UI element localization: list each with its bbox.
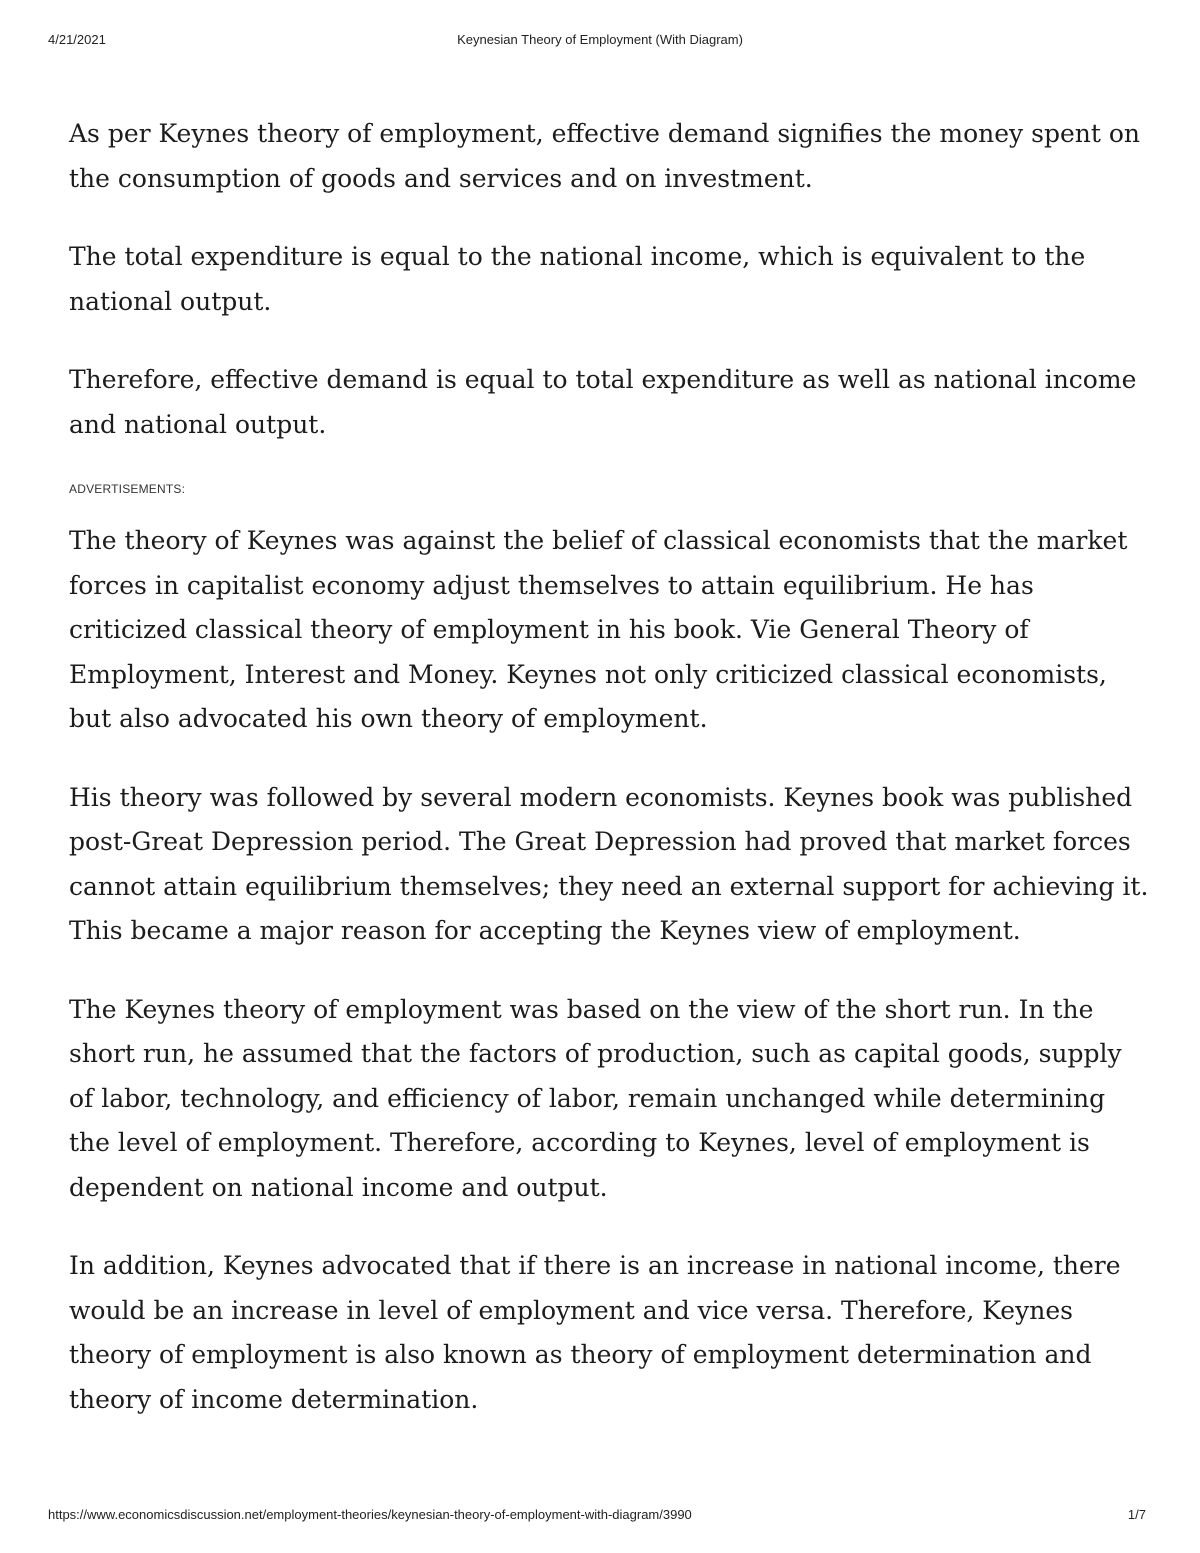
- paragraph: Therefore, effective demand is equal to total expenditure as well as national income and national output.: [69, 365, 1137, 439]
- print-footer: [0, 1507, 1200, 1527]
- paragraph: The total expenditure is equal to the national income, which is equivalent to the national output.: [69, 242, 1086, 316]
- source-url[interactable]: https://www.economicsdiscussion.net/employment-theories/keynesian-theory-of-employment-with-diagram/3990: [48, 1507, 692, 1522]
- paragraph: In addition, Keynes advocated that if there is an increase in national income, there would be an increase in level of employment and vice versa. Therefore, Keynes theory of employment is also known as theory of employment determination and theory of income determination.: [69, 1251, 1121, 1414]
- paragraph: His theory was followed by several modern economists. Keynes book was published post-Great Depression period. The Great Depression had proved that market forces cannot attain equilibrium themselves; they need an external support for achieving it. This became a major reason for accepting the Keynes view of employment.: [69, 782, 1149, 945]
- page-title: Keynesian Theory of Employment (With Diagram): [457, 32, 743, 47]
- advertisement-label: ADVERTISEMENTS:: [69, 482, 186, 496]
- print-header: [0, 32, 1200, 52]
- paragraph: The theory of Keynes was against the belief of classical economists that the market forces in capitalist economy adjust themselves to attain equilibrium. He has criticized classical theory of employment in his book. Vie General Theory of Employment, Interest and Money. Keynes not only criticized classical economists, but also advocated his own theory of employment.: [69, 526, 1128, 733]
- article-body: [69, 112, 1149, 1456]
- paragraph: As per Keynes theory of employment, effective demand signifies the money spent on the consumption of goods and services and on investment.: [69, 119, 1140, 193]
- page-number: 1/7: [1127, 1507, 1146, 1522]
- print-date: 4/21/2021: [48, 32, 106, 47]
- paragraph: The Keynes theory of employment was based on the view of the short run. In the short run, he assumed that the factors of production, such as capital goods, supply of labor, technology, and efficiency of labor, remain unchanged while determining the level of employment. Therefore, according to Keynes, level of employment is dependent on national income and output.: [69, 994, 1122, 1202]
